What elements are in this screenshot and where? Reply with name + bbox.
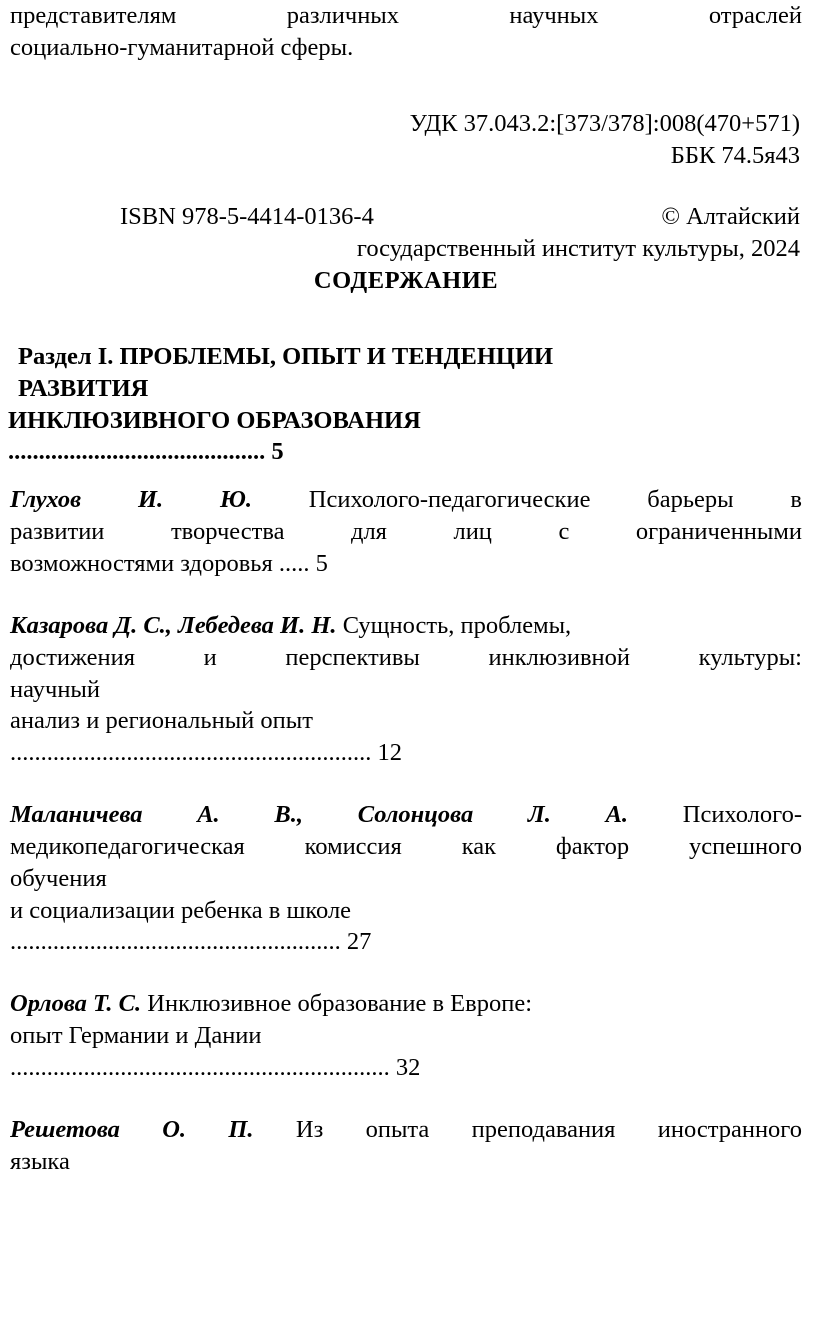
toc-entry-4-dots-line bbox=[10, 1052, 802, 1084]
toc-entry-4-dots: .............................................................. bbox=[10, 1053, 390, 1081]
isbn-row bbox=[10, 201, 802, 233]
spacer-2 bbox=[10, 783, 802, 799]
copyright-line-2: государственный институт культуры, 2024 bbox=[356, 235, 800, 263]
toc-entry-4 bbox=[10, 988, 802, 1084]
top-paragraph-line-2: социально-гуманитарной сферы. bbox=[10, 33, 354, 61]
toc-entry-2-second-line: достижения и перспективы инклюзивной культуры: bbox=[10, 643, 802, 671]
toc-entry-5-second-line: языка bbox=[10, 1147, 70, 1175]
copyright-line-1: © Алтайский bbox=[661, 203, 800, 231]
section-title-dots-page bbox=[8, 436, 802, 468]
section-title-line-3: ИНКЛЮЗИВНОГО ОБРАЗОВАНИЯ bbox=[8, 406, 421, 434]
spacer-after-classification bbox=[10, 171, 802, 201]
toc-entry-4-first-line bbox=[10, 988, 802, 1020]
toc-entry-2-dots: ........................................................... bbox=[10, 739, 372, 767]
toc-entry-3-second-line: медикопедагогическая комиссия как фактор успешного bbox=[10, 832, 802, 860]
spacer-4 bbox=[10, 1098, 802, 1114]
spacer-after-section bbox=[10, 468, 802, 484]
toc-entry-1-third-line bbox=[10, 548, 802, 580]
section-title-block bbox=[10, 341, 802, 468]
toc-entry-2-third-line: научный bbox=[10, 675, 100, 703]
toc-entry-3 bbox=[10, 799, 802, 958]
toc-entry-2-first-line bbox=[10, 610, 802, 642]
toc-entry-3-first-line bbox=[10, 799, 802, 831]
spacer-after-paragraph bbox=[10, 64, 802, 108]
toc-entry-1-dots: ..... bbox=[278, 549, 310, 577]
toc-entry-4-title-part-1: Инклюзивное образование в Европе: bbox=[147, 990, 533, 1018]
toc-entry-5-title-part-1: Из опыта преподавания иностранного bbox=[295, 1115, 802, 1143]
toc-entry-2-authors: Казарова Д. С., Лебедева И. Н. bbox=[10, 611, 337, 639]
udk-line: УДК 37.043.2:[373/378]:008(470+571) bbox=[409, 109, 800, 137]
toc-entry-1-authors: Глухов И. Ю. bbox=[10, 486, 252, 514]
contents-heading: СОДЕРЖАНИЕ bbox=[313, 267, 499, 295]
toc-entry-3-tail-line: и социализации ребенка в школе bbox=[10, 896, 352, 924]
toc-entry-3-title-part-1: Психолого- bbox=[682, 801, 802, 829]
toc-entry-5-authors: Решетова О. П. bbox=[10, 1115, 254, 1143]
toc-entry-1-page-number: 5 bbox=[315, 549, 328, 577]
toc-entry-3-dots-line bbox=[10, 926, 802, 958]
top-paragraph bbox=[10, 0, 802, 64]
toc-entry-4-tail-line: опыт Германии и Дании bbox=[10, 1022, 262, 1050]
toc-entry-3-third-line: обучения bbox=[10, 864, 107, 892]
toc-entry-2-tail-line: анализ и региональный опыт bbox=[10, 707, 313, 735]
spacer-after-heading bbox=[10, 297, 802, 341]
toc-entry-1-second-line: развитии творчества для лиц с ограниченными bbox=[10, 518, 802, 546]
toc-entry-1-first-line bbox=[10, 484, 802, 516]
toc-entry-2 bbox=[10, 610, 802, 769]
toc-entry-1-title-part-3: возможностями здоровья bbox=[10, 549, 273, 577]
toc-entry-3-authors: Маланичева А. В., Солонцова Л. А. bbox=[10, 801, 629, 829]
isbn-block bbox=[10, 201, 802, 265]
toc-entry-3-page-number: 27 bbox=[346, 928, 372, 956]
toc-entry-4-page-number: 32 bbox=[395, 1053, 421, 1081]
toc-entry-2-page-number: 12 bbox=[377, 739, 402, 767]
toc-entry-5-first-line bbox=[10, 1114, 802, 1146]
toc-entry-3-dots: ...................................................... bbox=[10, 928, 341, 956]
toc-entry-5 bbox=[10, 1114, 802, 1178]
section-title-line-2: РАЗВИТИЯ bbox=[18, 374, 149, 402]
top-paragraph-line-1: представителям различных научных отраслей bbox=[10, 2, 802, 29]
toc-entry-2-title-part-1: Сущность, проблемы, bbox=[342, 611, 572, 639]
spacer-1 bbox=[10, 594, 802, 610]
classification-block bbox=[10, 108, 802, 172]
toc-entry-1 bbox=[10, 484, 802, 580]
spacer-3 bbox=[10, 972, 802, 988]
section-title-line-1: Раздел I. ПРОБЛЕМЫ, ОПЫТ И ТЕНДЕНЦИИ bbox=[18, 342, 554, 370]
isbn-label: ISBN 978-5-4414-0136-4 bbox=[120, 203, 374, 231]
section-page-number: 5 bbox=[271, 438, 284, 466]
bbk-line: ББК 74.5я43 bbox=[670, 141, 800, 169]
section-dots: .......................................... bbox=[8, 438, 266, 466]
toc-entry-2-dots-line bbox=[10, 737, 802, 769]
toc-entry-4-authors: Орлова Т. С. bbox=[10, 990, 142, 1018]
toc-entry-1-title-part-1: Психолого-педагогические барьеры в bbox=[308, 486, 802, 514]
